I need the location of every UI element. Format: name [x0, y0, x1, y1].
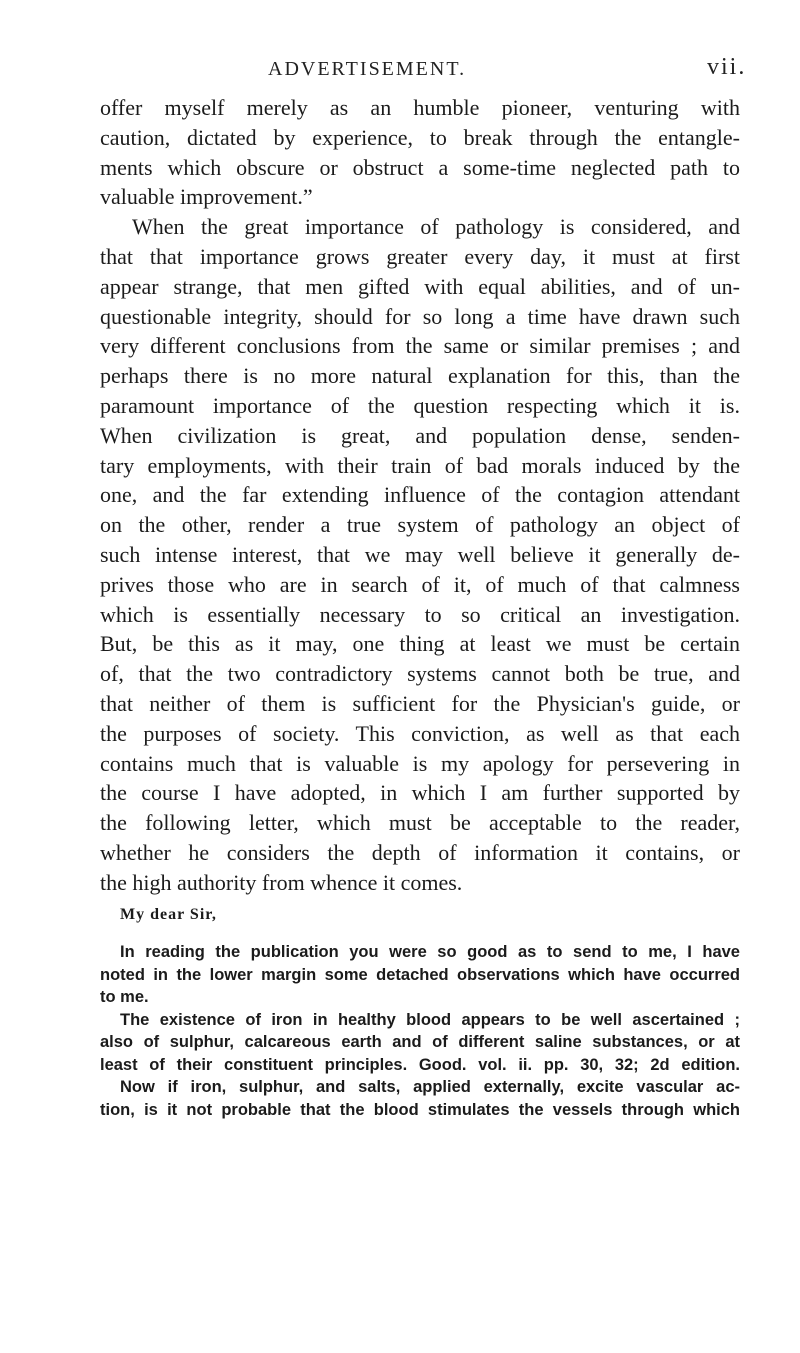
- page-number: vii.: [707, 54, 747, 80]
- letter-line: Now if iron, sulphur, and salts, applied externally, excite vascular ac-: [120, 1078, 740, 1096]
- text-line: appear strange, that men gifted with equal abilities, and of un-: [100, 273, 740, 299]
- text-line: caution, dictated by experience, to break through the entangle-: [100, 124, 740, 150]
- text-line: whether he considers the depth of information it contains, or: [100, 839, 740, 865]
- text-line: But, be this as it may, one thing at least we must be certain: [100, 631, 740, 657]
- text-line: of, that the two contradictory systems cannot both be true, and: [100, 661, 740, 687]
- text-line: which is essentially necessary to so critical an investigation.: [100, 601, 740, 627]
- text-line: offer myself merely as an humble pioneer, venturing with: [100, 95, 740, 120]
- letter-line: In reading the publication you were so good as to send to me, I have: [120, 943, 740, 961]
- text-line: prives those who are in search of it, of much of that calmness: [100, 571, 740, 597]
- text-line: on the other, render a true system of pathology an object of: [100, 512, 740, 538]
- letter-text: [100, 941, 740, 1121]
- text-line: valuable improvement.”: [100, 184, 313, 210]
- text-line: very different conclusions from the same or similar premises ; and: [100, 333, 740, 359]
- text-line: tary employments, with their train of bad morals induced by the: [100, 452, 740, 478]
- letter-line: also of sulphur, calcareous earth and of different saline substances, or at: [100, 1033, 740, 1051]
- text-line: perhaps there is no more natural explanation for this, than the: [100, 363, 740, 389]
- text-line: the high authority from whence it comes.: [100, 869, 463, 895]
- letter-paragraph: [100, 941, 740, 1009]
- text-line: paramount importance of the question respecting which it is.: [100, 392, 740, 418]
- letter-line: to me.: [100, 988, 149, 1006]
- letter-line: noted in the lower margin some detached observations which have occurred: [100, 965, 740, 984]
- text-line: questionable integrity, should for so long a time have drawn such: [100, 303, 740, 329]
- text-line: that neither of them is sufficient for the Physician's guide, or: [100, 690, 740, 716]
- text-line: that that importance grows greater every day, it must at first: [100, 243, 740, 269]
- letter-salutation: My dear Sir,: [120, 906, 217, 923]
- letter-line: The existence of iron in healthy blood appears to be well ascertained ;: [120, 1010, 740, 1029]
- text-line: the following letter, which must be acceptable to the reader,: [100, 810, 740, 836]
- letter-line: least of their constituent principles. Good. vol. ii. pp. 30, 32; 2d edition.: [100, 1055, 740, 1074]
- text-line: the course I have adopted, in which I am further supported by: [100, 780, 740, 806]
- main-text: [100, 93, 740, 898]
- text-line: ments which obscure or obstruct a some-time neglected path to: [100, 154, 740, 180]
- text-line: the purposes of society. This conviction, as well as that each: [100, 720, 740, 746]
- text-line: such intense interest, that we may well believe it generally de-: [100, 541, 740, 567]
- paragraph-pathology: [100, 212, 740, 897]
- letter-paragraph: [100, 1076, 740, 1121]
- text-line: one, and the far extending influence of the contagion attendant: [100, 482, 740, 508]
- letter-paragraph: [100, 1009, 740, 1077]
- paragraph-continuation: [100, 93, 740, 212]
- letter-line: tion, is it not probable that the blood stimulates the vessels through which: [100, 1100, 740, 1119]
- text-line: When the great importance of pathology is considered, and: [132, 214, 740, 240]
- text-line: contains much that is valuable is my apology for persevering in: [100, 750, 740, 776]
- running-title: ADVERTISEMENT.: [268, 58, 467, 80]
- text-line: When civilization is great, and population dense, senden-: [100, 422, 740, 448]
